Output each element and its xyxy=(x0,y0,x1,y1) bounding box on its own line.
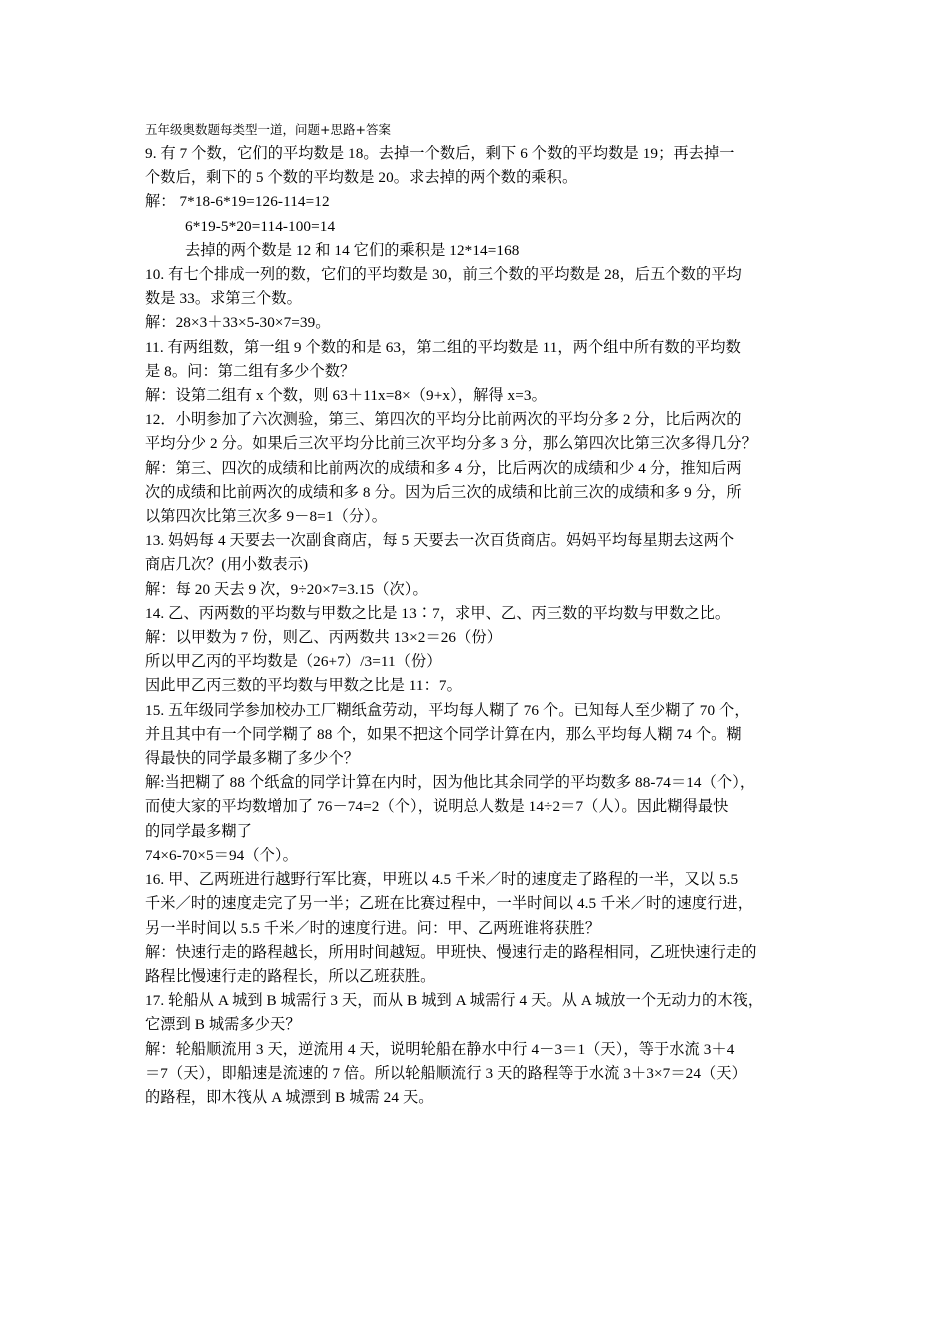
text-line: 12．小明参加了六次测验，第三、第四次的平均分比前两次的平均分多 2 分，比后两次的 xyxy=(145,411,742,429)
text-line: 另一半时间以 5.5 千米／时的速度行进。问：甲、乙两班谁将获胜？ xyxy=(145,919,601,937)
text-line: 的同学最多糊了 xyxy=(145,822,253,840)
text-line: 千米／时的速度走完了另一半；乙班在比赛过程中，一半时间以 4.5 千米／时的速度行进， xyxy=(145,895,754,913)
text-line: 解：轮船顺流用 3 天，逆流用 4 天，说明轮船在静水中行 4－3＝1（天），等于水流 3＋4 xyxy=(145,1040,735,1058)
text-line: 17. 轮船从 A 城到 B 城需行 3 天，而从 B 城到 A 城需行 4 天。从 A 城放一个无动力的木筏， xyxy=(145,992,764,1010)
text-line: 所以甲乙丙的平均数是（26+7）/3=11（份） xyxy=(145,653,442,671)
text-line: 并且其中有一个同学糊了 88 个，如果不把这个同学计算在内，那么平均每人糊 74 个。糊 xyxy=(145,725,742,743)
text-line: 解： 7*18-6*19=126-114=12 xyxy=(145,193,330,211)
text-line: 商店几次？(用小数表示) xyxy=(145,556,309,574)
text-line: 11. 有两组数，第一组 9 个数的和是 63，第二组的平均数是 11，两个组中所有数的平均数 xyxy=(145,338,741,356)
text-line: 解：以甲数为 7 份，则乙、丙两数共 13×2＝26（份） xyxy=(145,629,502,647)
text-line: 解：28×3＋33×5-30×7=39。 xyxy=(145,314,331,332)
text-line: 次的成绩和比前两次的成绩和多 8 分。因为后三次的成绩和比前三次的成绩和多 9 分，所 xyxy=(145,483,742,501)
text-line: 去掉的两个数是 12 和 14 它们的乘积是 12*14=168 xyxy=(185,241,520,259)
text-line: 的路程，即木筏从 A 城漂到 B 城需 24 天。 xyxy=(145,1088,434,1106)
text-line: 解：每 20 天去 9 次，9÷20×7=3.15（次）。 xyxy=(145,580,428,598)
text-line: 解：设第二组有 x 个数，则 63＋11x=8×（9+x），解得 x=3。 xyxy=(145,387,547,405)
text-line: 因此甲乙丙三数的平均数与甲数之比是 11：7。 xyxy=(145,677,462,695)
text-line: 它漂到 B 城需多少天？ xyxy=(145,1016,301,1034)
text-line: 15. 五年级同学参加校办工厂糊纸盒劳动，平均每人糊了 76 个。已知每人至少糊了 70 个， xyxy=(145,701,750,719)
document-page xyxy=(145,118,815,1110)
text-line: 是 8。问：第二组有多少个数？ xyxy=(145,362,356,380)
text-line: 个数后，剩下的 5 个数的平均数是 20。求去掉的两个数的乘积。 xyxy=(145,169,578,187)
text-line: 13. 妈妈每 4 天要去一次副食商店，每 5 天要去一次百货商店。妈妈平均每星期去这两个 xyxy=(145,532,735,550)
text-line: 6*19-5*20=114-100=14 xyxy=(185,217,336,235)
text-line: ＝7（天），即船速是流速的 7 倍。所以轮船顺流行 3 天的路程等于水流 3＋3×7＝24（天） xyxy=(145,1064,747,1082)
text-line: 解：第三、四次的成绩和比前两次的成绩和多 4 分，比后两次的成绩和少 4 分，推知后两 xyxy=(145,459,742,477)
text-line: 10. 有七个排成一列的数，它们的平均数是 30，前三个数的平均数是 28，后五个数的平均 xyxy=(145,266,742,284)
text-line: 平均分少 2 分。如果后三次平均分比前三次平均分多 3 分，那么第四次比第三次多得几分？ xyxy=(145,435,757,453)
text-line: 路程比慢速行走的路程长，所以乙班获胜。 xyxy=(145,967,436,985)
text-line: 而使大家的平均数增加了 76－74=2（个），说明总人数是 14÷2＝7（人）。因此糊得最快 xyxy=(145,798,729,816)
text-line: 解:当把糊了 88 个纸盒的同学计算在内时，因为他比其余同学的平均数多 88-74＝14（个）， xyxy=(145,774,756,792)
text-line: 以第四次比第三次多 9－8=1（分）。 xyxy=(145,508,388,526)
text-line: 74×6-70×5＝94（个）。 xyxy=(145,846,298,864)
text-line: 16. 甲、乙两班进行越野行军比赛，甲班以 4.5 千米／时的速度走了路程的一半，又以 5.5 xyxy=(145,871,739,889)
text-line: 9. 有 7 个数，它们的平均数是 18。去掉一个数后，剩下 6 个数的平均数是 19；再去掉一 xyxy=(145,145,735,162)
text-line: 得最快的同学最多糊了多少个？ xyxy=(145,750,360,768)
text-line: 数是 33。求第三个数。 xyxy=(145,290,302,308)
text-line: 解：快速行走的路程越长，所用时间越短。甲班快、慢速行走的路程相同，乙班快速行走的 xyxy=(145,943,757,961)
document-body xyxy=(145,142,815,1110)
document-header: 五年级奥数题每类型一道，问题+思路+答案 xyxy=(145,122,391,137)
text-line: 14. 乙、丙两数的平均数与甲数之比是 13∶7，求甲、乙、丙三数的平均数与甲数之比。 xyxy=(145,604,731,622)
